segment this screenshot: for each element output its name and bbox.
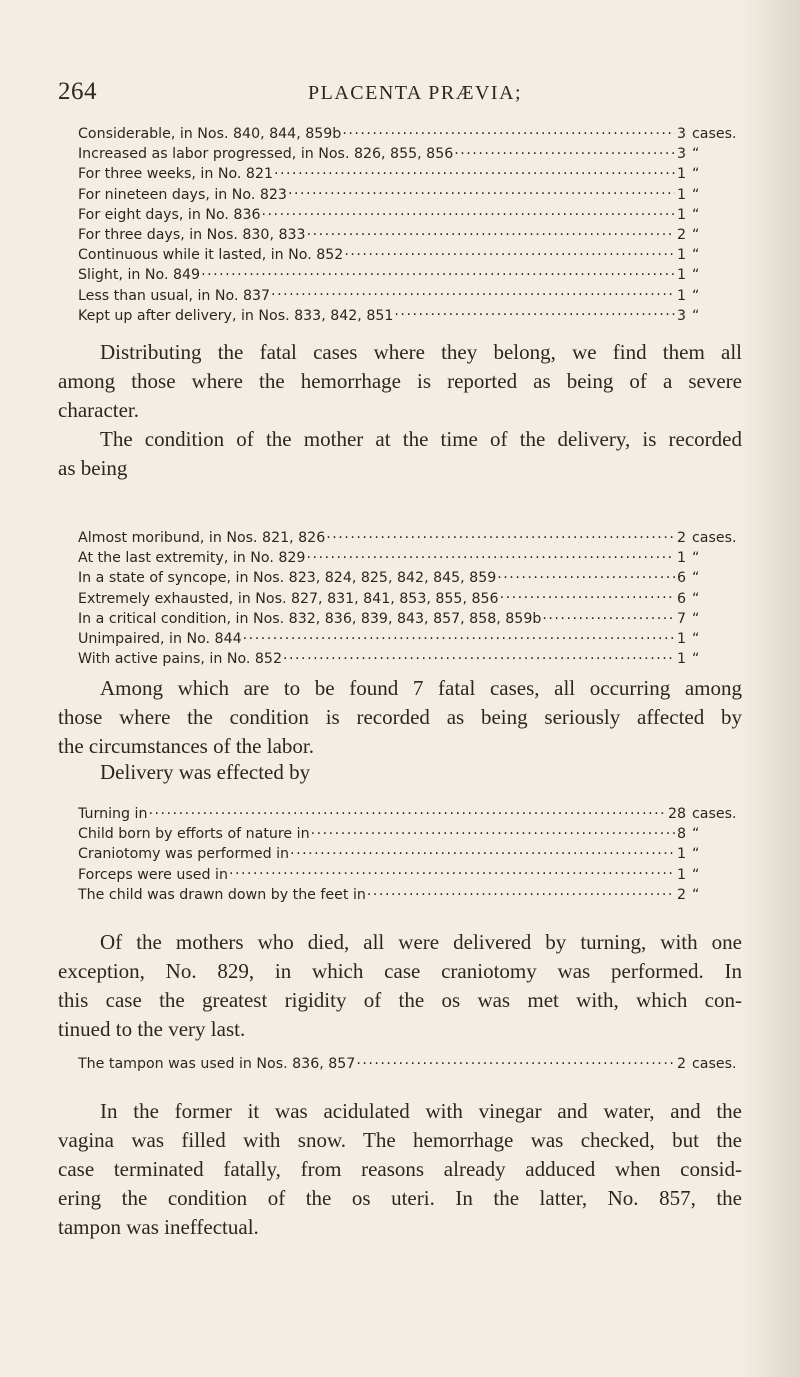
paragraph-condition: The condition of the mother at the time of the delivery, is recorded as being bbox=[58, 427, 742, 480]
paragraph-distribution: Distributing the fatal cases where they belong, we find them all among those where the hemorrhage is reported as being of a severe character. bbox=[58, 340, 742, 422]
table-row: Forceps were used in . . . 1 “ bbox=[78, 865, 748, 885]
table-row: Unimpaired, in No. 844 . . . 1 “ bbox=[78, 629, 748, 649]
running-title: PLACENTA PRÆVIA; bbox=[308, 82, 523, 104]
table-row: Extremely exhausted, in Nos. 827, 831, 841, 853, 855, 856 . . . 6 “ bbox=[78, 589, 748, 609]
paragraph-tampon: In the former it was acidulated with vinegar and water, and the vagina was filled with snow. The hemorrhage was checked, but the case terminated fatally, from reasons already adduced when consid- ering the condition of the os uteri. In the latter, No. 857, the tampon was ineffectual. bbox=[58, 1099, 742, 1239]
table-row: Slight, in No. 849 . . . 1 “ bbox=[78, 265, 748, 285]
paragraph-mothers-died: Of the mothers who died, all were delivered by turning, with one exception, No. 829, in which case craniotomy was performed. In this case the greatest rigidity of the os was met with, which con- tinued to the very last. bbox=[58, 930, 742, 1041]
table-row: For three weeks, in No. 821 . . . 1 “ bbox=[78, 164, 748, 184]
tampon-table bbox=[78, 1054, 748, 1074]
leader-dots bbox=[326, 528, 675, 542]
running-head bbox=[0, 78, 800, 110]
leader-dots bbox=[454, 144, 675, 158]
table-row: For three days, in Nos. 830, 833 . . . 2 “ bbox=[78, 225, 748, 245]
delivery-table bbox=[78, 804, 748, 905]
leader-dots bbox=[367, 885, 675, 899]
table-row: For nineteen days, in No. 823 . . . 1 “ bbox=[78, 185, 748, 205]
leader-dots bbox=[497, 568, 675, 582]
table-row: Craniotomy was performed in . . . 1 “ bbox=[78, 844, 748, 864]
leader-dots bbox=[344, 245, 675, 259]
table-row: Increased as labor progressed, in Nos. 826, 855, 856 . . . 3 “ bbox=[78, 144, 748, 164]
leader-dots bbox=[500, 589, 675, 603]
hemorrhage-table bbox=[78, 124, 748, 326]
leader-dots bbox=[290, 844, 675, 858]
leader-dots bbox=[271, 286, 675, 300]
leader-dots bbox=[342, 124, 675, 138]
leader-dots bbox=[356, 1054, 675, 1068]
leader-dots bbox=[243, 629, 675, 643]
table-row: Child born by efforts of nature in . . . 8 “ bbox=[78, 824, 748, 844]
table-row: Considerable, in Nos. 840, 844, 859b . . . 3 cases. bbox=[78, 124, 748, 144]
page-number: 264 bbox=[58, 78, 97, 105]
table-row: Continuous while it lasted, in No. 852 . . . 1 “ bbox=[78, 245, 748, 265]
table-row: For eight days, in No. 836 . . . 1 “ bbox=[78, 205, 748, 225]
leader-dots bbox=[288, 185, 675, 199]
table-row: The child was drawn down by the feet in . . . 2 “ bbox=[78, 885, 748, 905]
leader-dots bbox=[201, 265, 675, 279]
leader-dots bbox=[274, 164, 675, 178]
table-row: Turning in . . . 28 cases. bbox=[78, 804, 748, 824]
leader-dots bbox=[229, 865, 675, 879]
table-row: Kept up after delivery, in Nos. 833, 842, 851 . . . 3 “ bbox=[78, 306, 748, 326]
table-row: Almost moribund, in Nos. 821, 826 . . . 2 cases. bbox=[78, 528, 748, 548]
table-row: The tampon was used in Nos. 836, 857 . . . 2 cases. bbox=[78, 1054, 748, 1074]
table-row: In a state of syncope, in Nos. 823, 824, 825, 842, 845, 859 . . . 6 “ bbox=[78, 568, 748, 588]
paragraph-fatal-cases: Among which are to be found 7 fatal cases, all occurring among those where the condition is recorded as being seriously affected by the circumstances of the labor. bbox=[58, 676, 742, 758]
table-row: At the last extremity, in No. 829 . . . 1 “ bbox=[78, 548, 748, 568]
leader-dots bbox=[542, 609, 675, 623]
table-row: With active pains, in No. 852 . . . 1 “ bbox=[78, 649, 748, 669]
leader-dots bbox=[262, 205, 675, 219]
leader-dots bbox=[307, 225, 675, 239]
leader-dots bbox=[394, 306, 675, 320]
leader-dots bbox=[283, 649, 675, 663]
leader-dots bbox=[311, 824, 675, 838]
leader-dots bbox=[306, 548, 675, 562]
table-row: Less than usual, in No. 837 . . . 1 “ bbox=[78, 286, 748, 306]
condition-table bbox=[78, 528, 748, 669]
table-row: In a critical condition, in Nos. 832, 836, 839, 843, 857, 858, 859b . . . 7 “ bbox=[78, 609, 748, 629]
leader-dots bbox=[148, 804, 666, 818]
paragraph-delivery: Delivery was effected by bbox=[100, 760, 311, 784]
